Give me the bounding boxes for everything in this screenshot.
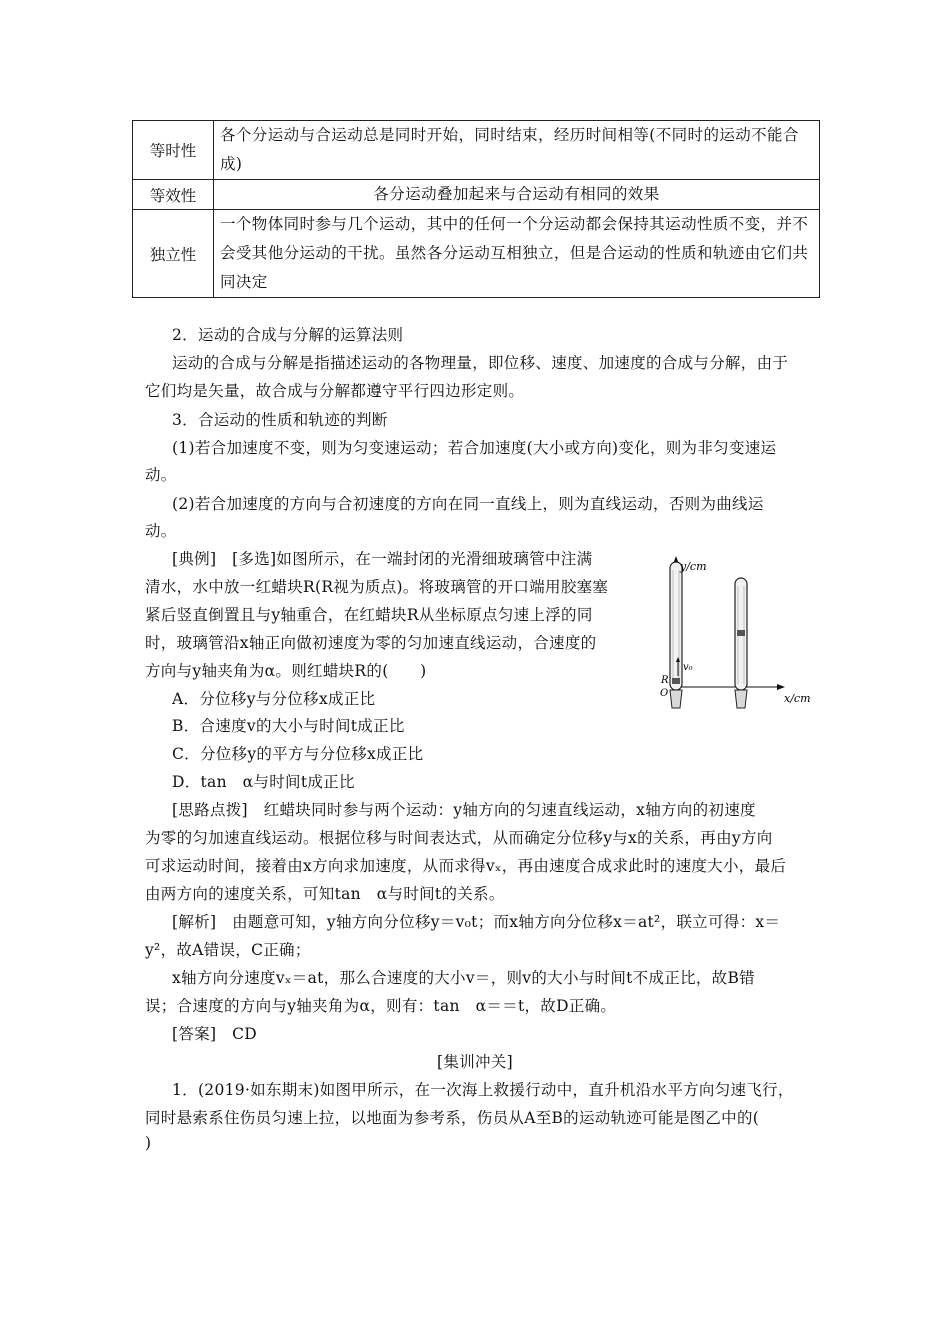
y-axis-label: y/cm [680,560,707,573]
analysis-line: y²，故A错误，C正确； [145,941,311,959]
table-row [133,121,820,180]
analysis-line: 误；合速度的方向与y轴夹角为α，则有：tan α＝＝t，故D正确。 [145,997,617,1015]
glass-tube-figure [656,552,820,714]
example-line: 清水，水中放一红蜡块R(R视为质点)。将玻璃管的开口端用胶塞塞 [145,578,609,596]
option-a: A．分位移y与分位移x成正比 [172,690,376,708]
red-wax-block [672,678,680,684]
option-b: B．合速度v的大小与时间t成正比 [172,717,405,735]
example-line: 时，玻璃管沿x轴正向做初速度为零的匀加速直线运动，合速度的 [145,634,597,652]
table-cell-desc: 各个分运动与合运动总是同时开始，同时结束，经历时间相等(不同时的运动不能合成) [214,121,820,180]
paragraph-line: (1)若合加速度不变，则为匀变速运动；若合加速度(大小或方向)变化，则为非匀变速运 [172,439,777,457]
section-heading: 3．合运动的性质和轨迹的判断 [172,411,388,429]
practice-title: [集训冲关] [437,1053,513,1071]
paragraph-line: (2)若合加速度的方向与合初速度的方向在同一直线上，则为直线运动，否则为曲线运 [172,495,764,513]
example-line: 方向与y轴夹角为α。则红蜡块R的( ) [145,662,427,680]
option-c: C．分位移y的平方与分位移x成正比 [172,745,424,763]
stopper-right [735,690,747,708]
paragraph-line: 动。 [145,522,177,540]
practice-line: ) [145,1134,152,1152]
table-cell-name: 独立性 [133,210,214,298]
hint-line: 为零的匀加速直线运动。根据位移与时间表达式，从而确定分位移y与x的关系，再由y方向 [145,829,773,847]
table-cell-desc: 各分运动叠加起来与合运动有相同的效果 [214,180,820,210]
stopper-left [670,690,682,708]
table-row [133,180,820,210]
option-d: D．tan α与时间t成正比 [172,773,355,791]
red-wax-block [737,630,745,636]
paragraph-line: 动。 [145,466,177,484]
example-line: [典例] [多选]如图所示，在一端封闭的光滑细玻璃管中注满 [172,550,593,568]
hint-line: 可求运动时间，接着由x方向求加速度，从而求得vₓ，再由速度合成求此时的速度大小，最后 [145,857,787,875]
practice-line: 1．(2019·如东期末)如图甲所示，在一次海上救援行动中，直升机沿水平方向匀速飞行， [172,1081,794,1099]
hint-line: 由两方向的速度关系，可知tan α与时间t的关系。 [145,885,505,903]
x-axis-label: x/cm [784,692,811,705]
analysis-line: [解析] 由题意可知，y轴方向分位移y＝v₀t；而x轴方向分位移x＝at²，联立可得：x＝ [172,913,781,931]
practice-line: 同时悬索系住伤员匀速上拉，以地面为参考系，伤员从A至B的运动轨迹可能是图乙中的( [145,1109,760,1127]
hint-line: [思路点拨] 红蜡块同时参与两个运动：y轴方向的匀速直线运动，x轴方向的初速度 [172,801,756,819]
table-cell-name: 等效性 [133,180,214,210]
answer: [答案] CD [172,1025,257,1043]
paragraph-line: 运动的合成与分解是指描述运动的各物理量，即位移、速度、加速度的合成与分解，由于 [172,354,789,372]
table-row [133,210,820,298]
section-heading: 2．运动的合成与分解的运算法则 [172,326,404,344]
analysis-line: x轴方向分速度vₓ＝at，那么合速度的大小v＝，则v的大小与时间t不成正比，故B错 [172,969,755,987]
origin-label: O [660,688,669,699]
r-label: R [661,675,669,686]
x-axis-arrow [777,684,785,690]
paragraph-line: 它们均是矢量，故合成与分解都遵守平行四边形定则。 [145,382,525,400]
property-table [132,120,820,298]
table-cell-name: 等时性 [133,121,214,180]
table-cell-desc: 一个物体同时参与几个运动，其中的任何一个分运动都会保持其运动性质不变，并不会受其他分运动的干扰。虽然各分运动互相独立，但是合运动的性质和轨迹由它们共同决定 [214,210,820,298]
glass-tube-left [670,562,682,690]
example-line: 紧后竖直倒置且与y轴重合，在红蜡块R从坐标原点匀速上浮的同 [145,606,593,624]
v0-label: v₀ [683,662,693,673]
